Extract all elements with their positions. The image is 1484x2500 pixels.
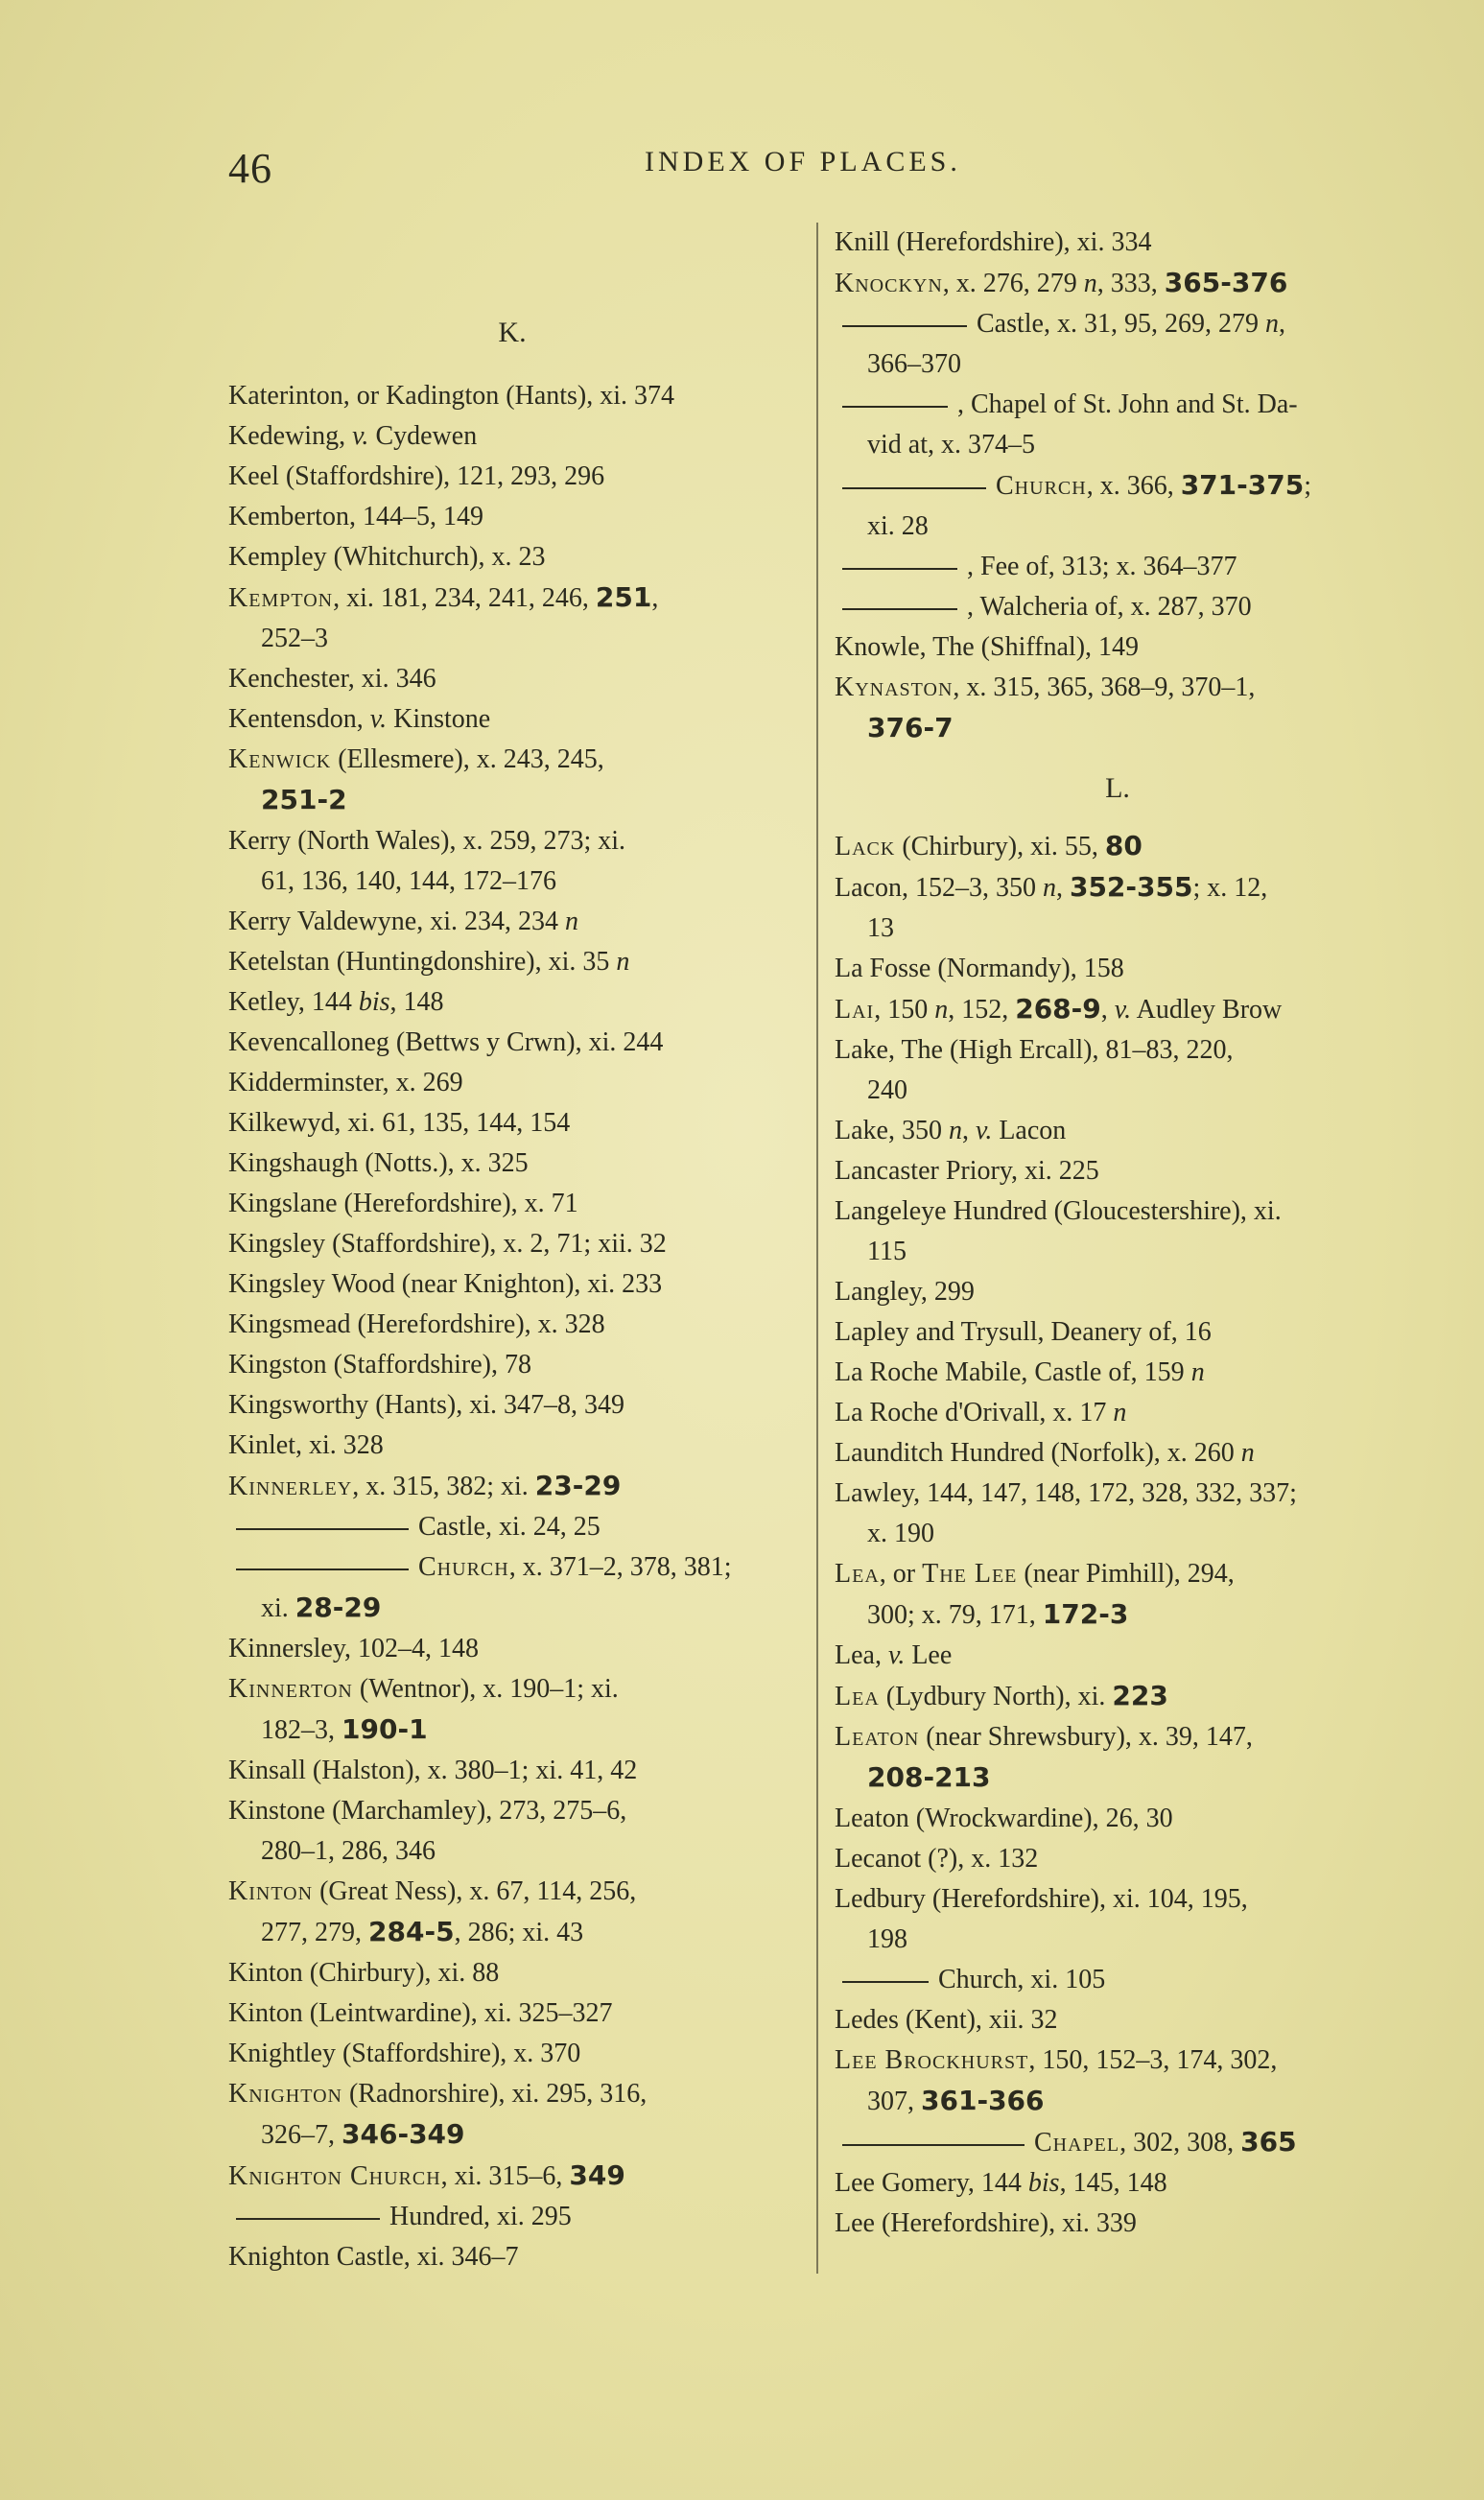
entry-text: Church, xi. 105 [938, 1965, 1106, 1994]
right-l-index-entry [835, 2122, 1401, 2163]
entry-text: (Great Ness), x. 67, 114, 256, [313, 1876, 637, 1906]
left-index-entry [228, 1385, 796, 1426]
entry-text: n [564, 907, 578, 936]
entry-text: , [651, 583, 659, 613]
right-k-index-entry [835, 385, 1401, 465]
ditto-dash [842, 608, 957, 610]
entry-text: Kenchester, xi. 346 [228, 664, 436, 694]
entry-text: , Fee of, 313; x. 364–377 [967, 552, 1237, 581]
left-index-entry [228, 1144, 796, 1184]
right-l-index-entry [835, 1191, 1401, 1272]
entry-text: Kingsmead (Herefordshire), x. 328 [228, 1309, 605, 1339]
entry-text: , x. 315, 365, 368–9, 370–1, [953, 672, 1256, 702]
right-column [835, 223, 1401, 2244]
entry-text: Katerinton, or Kadington (Hants), xi. 374 [228, 381, 675, 411]
section-letter-l: L. [1105, 772, 1130, 804]
left-index-entry [228, 416, 796, 457]
entry-text: Hundred, xi. 295 [389, 2202, 572, 2231]
ditto-dash [842, 325, 967, 327]
entry-text: Knowle, The (Shiffnal), 149 [835, 632, 1140, 662]
entry-text: Lea [835, 1682, 880, 1711]
entry-text: , x. 371–2, 378, 381; [508, 1552, 732, 1582]
entry-text: v. [1114, 995, 1132, 1025]
entry-text: Lacon, 152–3, 350 [835, 873, 1043, 903]
page-number: 46 [228, 145, 272, 192]
left-index-entry [228, 1993, 796, 2034]
entry-text: (Ellesmere), x. 243, 245, [331, 744, 604, 774]
left-index-entry [228, 1547, 796, 1629]
left-entry-list [228, 376, 796, 2277]
right-k-index-entry [835, 223, 1401, 263]
entry-text: v. [352, 421, 369, 451]
entry-text: Kinstone (Marchamley), 273, 275–6, [228, 1796, 627, 1826]
entry-text: Lancaster Priory, xi. 225 [835, 1156, 1099, 1186]
right-l-index-entry [835, 1717, 1401, 1799]
entry-text: n [948, 1116, 962, 1145]
entry-text: Kinnerley [228, 1472, 353, 1501]
right-k-index-entry [835, 465, 1401, 547]
entry-text: n [1265, 309, 1279, 339]
entry-text: Knighton [228, 2079, 342, 2109]
entry-text: Kynaston [835, 672, 954, 702]
entry-text: , Chapel of St. John and St. Da- [957, 389, 1298, 419]
ditto-dash [236, 2218, 380, 2220]
entry-text: 208-213 [867, 1761, 991, 1793]
right-l-index-entry [835, 1474, 1401, 1554]
entry-text: 361-366 [921, 2085, 1045, 2116]
entry-text: , Walcheria of, x. 287, 370 [967, 592, 1252, 622]
entry-text: bis [358, 987, 390, 1017]
entry-text: Lee Brockhurst [835, 2045, 1029, 2075]
entry-text: 280–1, 286, 346 [261, 1836, 436, 1866]
right-l-index-entry [835, 1636, 1401, 1676]
left-index-entry [228, 1872, 796, 1953]
right-l-index-entry [835, 1879, 1401, 1960]
left-index-entry [228, 1791, 796, 1872]
left-index-entry [228, 1063, 796, 1103]
entry-text: 366–370 [867, 349, 961, 379]
entry-text: n [934, 995, 949, 1025]
right-l-index-entry [835, 1151, 1401, 1191]
entry-text: ; [1304, 471, 1311, 501]
entry-text: 326–7, [261, 2120, 342, 2150]
entry-text: Kerry Valdewyne, xi. 234, 234 [228, 907, 565, 936]
entry-text: , 145, 148 [1059, 2168, 1167, 2198]
entry-text: 23-29 [534, 1470, 622, 1501]
entry-text: Ketley, 144 [228, 987, 359, 1017]
entry-text: 223 [1112, 1680, 1168, 1711]
entry-text: Langley, 299 [835, 1277, 975, 1307]
entry-text: Kidderminster, x. 269 [228, 1068, 463, 1097]
entry-text: (Wentnor), x. 190–1; xi. [352, 1674, 619, 1704]
left-index-entry [228, 1023, 796, 1063]
ditto-dash [842, 1981, 929, 1983]
right-l-index-entry [835, 1312, 1401, 1353]
entry-text: Church [996, 471, 1087, 501]
entry-text: Leaton [835, 1722, 920, 1752]
entry-text: Kinton (Chirbury), xi. 88 [228, 1958, 500, 1988]
entry-text: 349 [569, 2159, 625, 2191]
entry-text: , 152, [948, 995, 1016, 1025]
entry-text: , or [879, 1559, 923, 1589]
entry-text: n [1190, 1357, 1205, 1387]
column-divider [816, 223, 818, 2274]
entry-text: Lapley and Trysull, Deanery of, 16 [835, 1317, 1212, 1347]
left-index-entry [228, 457, 796, 497]
right-l-index-entry [835, 1353, 1401, 1393]
right-k-index-entry [835, 304, 1401, 385]
entry-text: n [616, 947, 630, 977]
entry-text: Kerry (North Wales), x. 259, 273; xi. [228, 826, 626, 856]
entry-text: 352-355 [1069, 871, 1193, 903]
right-k-index-entry [835, 547, 1401, 587]
entry-text: (near Pimhill), 294, [1017, 1559, 1235, 1589]
entry-text: Kinton [228, 1876, 314, 1906]
entry-text: , 302, 308, [1119, 2128, 1241, 2158]
ditto-dash [842, 487, 986, 489]
entry-text: Kempton [228, 583, 334, 613]
entry-text: v. [975, 1116, 993, 1145]
entry-text: Knill (Herefordshire), xi. 334 [835, 227, 1152, 257]
left-index-entry [228, 1224, 796, 1264]
left-index-entry [228, 1305, 796, 1345]
left-index-entry [228, 821, 796, 902]
right-l-index-entry [835, 826, 1401, 867]
left-index-entry [228, 1751, 796, 1791]
right-l-index-entry [835, 1960, 1401, 2000]
entry-text: Knighton Castle, xi. 346–7 [228, 2242, 519, 2272]
entry-text: Lack [835, 832, 896, 861]
entry-text: , [1100, 995, 1115, 1025]
entry-text: Keel (Staffordshire), 121, 293, 296 [228, 461, 605, 491]
right-k-index-entry [835, 668, 1401, 749]
left-index-entry [228, 1466, 796, 1507]
entry-text: 182–3, [261, 1715, 342, 1745]
entry-text: , x. 276, 279 [942, 269, 1084, 298]
entry-text: 252–3 [261, 624, 328, 653]
entry-text: v. [887, 1640, 906, 1670]
entry-text: 365-376 [1164, 267, 1288, 298]
entry-text: Kingsley Wood (near Knighton), xi. 233 [228, 1269, 663, 1299]
entry-text: Lea [835, 1559, 880, 1589]
right-k-entry-list [835, 223, 1401, 749]
entry-text: 371-375 [1180, 469, 1305, 501]
entry-text: n [1113, 1398, 1127, 1427]
entry-text: (Lydbury North), xi. [879, 1682, 1113, 1711]
entry-text: Kinnersley, 102–4, 148 [228, 1634, 480, 1663]
entry-text: vid at, x. 374–5 [867, 430, 1035, 460]
left-index-entry [228, 578, 796, 659]
right-l-index-entry [835, 1393, 1401, 1433]
entry-text: Launditch Hundred (Norfolk), x. 260 [835, 1438, 1241, 1468]
entry-text: bis [1027, 2168, 1060, 2198]
entry-text: , x. 315, 382; xi. [352, 1472, 535, 1501]
right-l-index-entry [835, 1554, 1401, 1636]
left-index-entry [228, 2034, 796, 2074]
entry-text: Kinsall (Halston), x. 380–1; xi. 41, 42 [228, 1756, 638, 1785]
left-index-entry [228, 902, 796, 942]
left-index-entry [228, 497, 796, 537]
left-index-entry [228, 659, 796, 699]
left-index-entry [228, 2156, 796, 2197]
entry-text: Kilkewyd, xi. 61, 135, 144, 154 [228, 1108, 571, 1138]
entry-text: 277, 279, [261, 1918, 368, 1947]
entry-text: Lawley, 144, 147, 148, 172, 328, 332, 337; [835, 1478, 1297, 1508]
entry-text: , 148 [389, 987, 444, 1017]
entry-text: Ledbury (Herefordshire), xi. 104, 195, [835, 1884, 1248, 1914]
entry-text: 115 [867, 1237, 907, 1266]
entry-text: Lacon [992, 1116, 1067, 1145]
entry-text: Kingston (Staffordshire), 78 [228, 1350, 531, 1380]
entry-text: 28-29 [294, 1592, 382, 1623]
entry-text: 251-2 [261, 784, 347, 815]
entry-text: Leaton (Wrockwardine), 26, 30 [835, 1804, 1173, 1833]
right-k-index-entry [835, 627, 1401, 668]
running-head: INDEX OF PLACES. [645, 146, 961, 177]
entry-text: 346-349 [342, 2118, 465, 2150]
left-index-entry [228, 1184, 796, 1224]
entry-text: La Fosse (Normandy), 158 [835, 954, 1124, 983]
left-index-entry [228, 2237, 796, 2277]
right-l-index-entry [835, 1111, 1401, 1151]
entry-text: , 150 [874, 995, 935, 1025]
entry-text: The Lee [922, 1559, 1018, 1589]
left-index-entry [228, 2197, 796, 2237]
entry-text: Ketelstan (Huntingdonshire), xi. 35 [228, 947, 617, 977]
entry-text: x. 190 [867, 1519, 934, 1548]
entry-text: Kemberton, 144–5, 149 [228, 502, 483, 531]
right-l-index-entry [835, 1839, 1401, 1879]
entry-text: (Chirbury), xi. 55, [895, 832, 1105, 861]
entry-text: Kevencalloneg (Bettws y Crwn), xi. 244 [228, 1027, 664, 1057]
entry-text: Kenwick [228, 744, 332, 774]
entry-text: Kentensdon, [228, 704, 370, 734]
entry-text: Kinstone [387, 704, 491, 734]
left-index-entry [228, 1629, 796, 1669]
entry-text: Kingslane (Herefordshire), x. 71 [228, 1189, 578, 1218]
entry-text: Kingsley (Staffordshire), x. 2, 71; xii. 32 [228, 1229, 667, 1259]
entry-text: , [1055, 873, 1070, 903]
entry-text: Kingshaugh (Notts.), x. 325 [228, 1148, 529, 1178]
entry-text: Kingsworthy (Hants), xi. 347–8, 349 [228, 1390, 624, 1420]
entry-text: Lai [835, 995, 875, 1025]
entry-text: Cydewen [368, 421, 478, 451]
right-l-index-entry [835, 949, 1401, 989]
left-index-entry [228, 376, 796, 416]
right-l-entry-list [835, 826, 1401, 2244]
ditto-dash [236, 1528, 409, 1530]
left-index-entry [228, 1953, 796, 1993]
entry-text: Chapel [1034, 2128, 1120, 2158]
entry-text: Lake, The (High Ercall), 81–83, 220, [835, 1035, 1234, 1065]
entry-text: Kinton (Leintwardine), xi. 325–327 [228, 1998, 613, 2028]
entry-text: 284-5 [368, 1916, 455, 1947]
ditto-dash [842, 406, 948, 408]
entry-text: La Roche d'Orivall, x. 17 [835, 1398, 1114, 1427]
entry-text: , xi. 315–6, [440, 2161, 570, 2191]
right-l-index-entry [835, 1272, 1401, 1312]
entry-text: Kempley (Whitchurch), x. 23 [228, 542, 546, 572]
ditto-dash [842, 568, 957, 570]
entry-text: Castle, x. 31, 95, 269, 279 [977, 309, 1265, 339]
entry-text: 251 [595, 581, 652, 613]
entry-text: v. [369, 704, 388, 734]
entry-text: Knightley (Staffordshire), x. 370 [228, 2039, 581, 2068]
left-index-entry [228, 740, 796, 821]
left-index-entry [228, 942, 796, 982]
left-index-entry [228, 537, 796, 578]
entry-text: xi. [261, 1593, 295, 1623]
entry-text: ; x. 12, [1192, 873, 1268, 903]
entry-text: , 333, [1096, 269, 1165, 298]
entry-text: , xi. 181, 234, 241, 246, [333, 583, 596, 613]
left-index-entry [228, 1669, 796, 1751]
entry-text: 240 [867, 1075, 907, 1105]
entry-text: Lecanot (?), x. 132 [835, 1844, 1039, 1874]
entry-text: , x. 366, [1086, 471, 1181, 501]
entry-text: 307, [867, 2087, 921, 2116]
entry-text: Church [418, 1552, 509, 1582]
left-index-entry [228, 1103, 796, 1144]
entry-text: 268-9 [1015, 993, 1101, 1025]
entry-text: , [961, 1116, 976, 1145]
entry-text: (near Shrewsbury), x. 39, 147, [919, 1722, 1253, 1752]
entry-text: xi. 28 [867, 511, 929, 541]
left-index-entry [228, 1426, 796, 1466]
right-l-index-entry [835, 2204, 1401, 2244]
entry-text: n [1042, 873, 1056, 903]
left-index-entry [228, 2074, 796, 2156]
right-k-index-entry [835, 587, 1401, 627]
entry-text: , [1279, 309, 1285, 339]
right-k-index-entry [835, 263, 1401, 304]
entry-text: Lee [905, 1640, 953, 1670]
entry-text: Lake, 350 [835, 1116, 949, 1145]
left-index-entry [228, 1264, 796, 1305]
entry-text: Ledes (Kent), xii. 32 [835, 2005, 1058, 2035]
entry-text: Castle, xi. 24, 25 [418, 1512, 601, 1542]
right-l-index-entry [835, 2040, 1401, 2122]
entry-text: Kinlet, xi. 328 [228, 1430, 384, 1460]
entry-text: Kedewing, [228, 421, 353, 451]
entry-text: Lea, [835, 1640, 888, 1670]
entry-text: (Radnorshire), xi. 295, 316, [342, 2079, 648, 2109]
right-l-index-entry [835, 1676, 1401, 1717]
entry-text: 172-3 [1042, 1598, 1129, 1630]
entry-text: Knighton Church [228, 2161, 441, 2191]
entry-text: 61, 136, 140, 144, 172–176 [261, 866, 556, 896]
left-index-entry [228, 1345, 796, 1385]
right-l-index-entry [835, 989, 1401, 1030]
entry-text: Lee Gomery, 144 [835, 2168, 1028, 2198]
entry-text: 365 [1240, 2126, 1297, 2158]
right-l-index-entry [835, 2163, 1401, 2204]
entry-text: , 286; xi. 43 [454, 1918, 584, 1947]
entry-text: 13 [867, 913, 894, 943]
entry-text: 198 [867, 1924, 907, 1954]
ditto-dash [236, 1568, 409, 1570]
entry-text: Audley Brow [1131, 995, 1283, 1025]
right-l-index-entry [835, 1799, 1401, 1839]
right-l-index-entry [835, 1030, 1401, 1111]
entry-text: Knockyn [835, 269, 943, 298]
left-index-entry [228, 699, 796, 740]
entry-text: 300; x. 79, 171, [867, 1600, 1043, 1630]
entry-text: Langeleye Hundred (Gloucestershire), xi. [835, 1196, 1282, 1226]
entry-text: Lee (Herefordshire), xi. 339 [835, 2208, 1137, 2238]
right-l-index-entry [835, 1433, 1401, 1474]
entry-text: , 150, 152–3, 174, 302, [1028, 2045, 1278, 2075]
entry-text: 376-7 [867, 712, 954, 743]
section-letter-k: K. [498, 317, 527, 348]
entry-text: 190-1 [342, 1713, 428, 1745]
left-index-entry [228, 1507, 796, 1547]
ditto-dash [842, 2144, 1025, 2146]
right-l-index-entry [835, 867, 1401, 949]
right-l-index-entry [835, 2000, 1401, 2040]
entry-text: Kinnerton [228, 1674, 353, 1704]
left-index-entry [228, 982, 796, 1023]
entry-text: 80 [1104, 830, 1142, 861]
entry-text: n [1083, 269, 1097, 298]
entry-text: La Roche Mabile, Castle of, 159 [835, 1357, 1191, 1387]
entry-text: n [1240, 1438, 1255, 1468]
left-column [228, 223, 796, 2277]
